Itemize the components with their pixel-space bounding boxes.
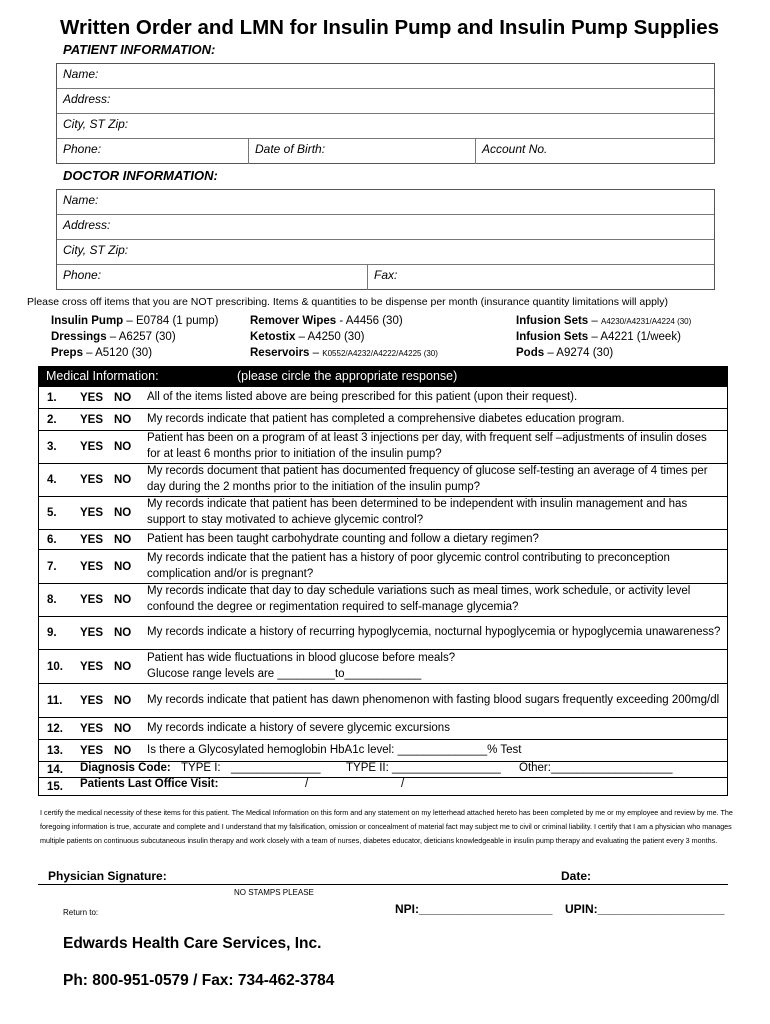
patient-name-row[interactable] (57, 64, 714, 89)
supply-name: Preps (51, 347, 83, 359)
question-text-block (147, 650, 721, 683)
patient-info-box (56, 63, 715, 164)
supply-name: Pods (516, 347, 545, 359)
question-number: 7. (47, 560, 57, 573)
supply-name: Insulin Pump (51, 315, 124, 327)
question-text: My records indicate that the patient has a history of poor glycemic control contributing to preconception complication and/or is pregnant? (147, 551, 670, 580)
supply-code: – (588, 315, 601, 327)
question-row (39, 684, 727, 718)
question-number: 13. (47, 744, 63, 757)
question-text: Is there a Glycosylated hemoglobin HbA1c level: ______________% Test (147, 743, 522, 756)
doctor-info-heading: DOCTOR INFORMATION: (63, 168, 218, 183)
yes-option[interactable]: YES (80, 560, 104, 573)
patient-account-label[interactable]: Account No. (482, 142, 548, 156)
supply-infusion-sets[interactable] (516, 315, 691, 327)
question-number: 9. (47, 627, 57, 639)
question-text: Patient has been taught carbohydrate counting and follow a dietary regimen? (147, 532, 539, 545)
type1-label: TYPE I: (181, 762, 221, 774)
glucose-range-field[interactable]: Glucose range levels are _________to____________ (147, 667, 422, 680)
no-option[interactable]: NO (114, 744, 132, 757)
question-number: 12. (47, 722, 63, 735)
no-option[interactable]: NO (114, 391, 132, 404)
company-name: Edwards Health Care Services, Inc. (63, 935, 322, 952)
question-number: 11. (47, 694, 63, 707)
supply-dressings[interactable] (51, 331, 176, 343)
date-label[interactable]: Date: (561, 869, 592, 883)
yes-option[interactable]: YES (80, 694, 104, 707)
yes-option[interactable]: YES (80, 413, 104, 426)
no-stamps-note: NO STAMPS PLEASE (234, 888, 314, 897)
question-number: 3. (47, 441, 57, 453)
supply-code: – A9274 (30) (544, 347, 614, 359)
no-option[interactable]: NO (114, 507, 132, 519)
question-row (39, 718, 727, 740)
doctor-name-label: Name: (63, 193, 99, 207)
doctor-address-label: Address: (63, 218, 111, 232)
supply-ketostix[interactable] (250, 331, 364, 343)
doctor-info-box (56, 189, 715, 290)
yes-option[interactable]: YES (80, 722, 104, 735)
supply-name: Dressings (51, 331, 107, 343)
patient-phone-label[interactable]: Phone: (63, 142, 102, 156)
company-contact: Ph: 800-951-0579 / Fax: 734-462-3784 (63, 972, 335, 989)
supply-preps[interactable] (51, 347, 152, 359)
question-number: 10. (47, 660, 63, 673)
question-number: 2. (47, 413, 57, 426)
question-number: 4. (47, 474, 57, 486)
yes-option[interactable]: YES (80, 533, 104, 546)
question-text: My records indicate that patient has dawn phenomenon with fasting blood sugars frequently exceeding 200mg/dl (147, 693, 720, 706)
doctor-city-row[interactable] (57, 240, 714, 265)
question-number: 6. (47, 533, 57, 546)
question-text: My records document that patient has documented frequency of glucose self-testing an average of 4 times per day during the 2 months prior to the initiation of the insulin pump? (147, 465, 708, 493)
medical-info-header (38, 366, 728, 387)
supply-name: Reservoirs (250, 347, 310, 359)
yes-option[interactable]: YES (80, 507, 104, 519)
yes-option[interactable]: YES (80, 474, 104, 486)
question-text: My records indicate that day to day schedule variations such as meal times, work schedule, or activity level confound the degree or regimentation required to self-manage glycemia? (147, 585, 691, 613)
supply-codes: A4230/A4231/A4224 (30) (601, 317, 692, 326)
question-number: 8. (47, 594, 57, 606)
type2-field[interactable]: TYPE II: _________________ (346, 762, 501, 774)
no-option[interactable]: NO (114, 474, 132, 486)
supply-code: – A4250 (30) (295, 331, 365, 343)
supply-insulin-pump[interactable] (51, 315, 218, 327)
diagnosis-code-label: Diagnosis Code: (80, 762, 171, 774)
return-to-label: Return to: (63, 908, 99, 917)
certification-statement: I certify the medical necessity of these items for this patient. The Medical Information on this form and any statement on my letterhead attached hereto has been completed by me or my employee and review by me. The foregoing information is true, accurate and complete and I understand that my falsification, omission or concealment of material fact may subject me to civil or criminal liability. I certify that I am a physician who manages multiple patients on continuous subcutaneous insulin therapy and work closely with a team of nurses, diabetes educator, dieticians knowledgeable in insulin pump therapy and evaluating the patient every 3 months. (40, 808, 733, 846)
supply-name: Infusion Sets (516, 331, 589, 343)
yes-option[interactable]: YES (80, 744, 104, 757)
supply-infusion-sets-weekly[interactable] (516, 331, 681, 343)
patient-phone-row (57, 139, 714, 164)
supply-code: – A5120 (30) (82, 347, 153, 359)
row-number: 14. (47, 763, 63, 776)
no-option[interactable]: NO (114, 660, 132, 673)
supply-codes: K0552/A4232/A4222/A4225 (30) (322, 349, 438, 358)
supply-code: – A4221 (1/week) (588, 331, 681, 343)
no-option[interactable]: NO (114, 594, 132, 606)
question-text: My records indicate that patient has been determined to be independent with insulin management and has support to stay motivated to achieve glycemic control? (147, 498, 688, 526)
supply-name: Remover Wipes (250, 315, 337, 327)
patient-address-label: Address: (63, 92, 111, 106)
visit-date-slash[interactable]: / (401, 778, 405, 790)
supply-pods[interactable] (516, 347, 613, 359)
no-option[interactable]: NO (114, 413, 132, 426)
question-row (39, 530, 727, 550)
question-row (39, 409, 727, 431)
question-row (39, 740, 727, 762)
last-office-visit-row (39, 778, 727, 795)
yes-option[interactable]: YES (80, 660, 104, 673)
patient-dob-label[interactable]: Date of Birth: (255, 142, 326, 156)
patient-name-label: Name: (63, 67, 99, 81)
npi-field[interactable]: NPI:____________________ (395, 902, 553, 916)
no-option[interactable]: NO (114, 722, 132, 735)
question-number: 1. (47, 391, 57, 404)
medical-questions-table (38, 387, 728, 796)
supply-code: – E0784 (1 pump) (123, 315, 219, 327)
signature-line (38, 884, 728, 885)
no-option[interactable]: NO (114, 627, 132, 639)
question-number: 5. (47, 507, 57, 519)
question-text: My records indicate a history of recurring hypoglycemia, nocturnal hypoglycemia or hypoglycemia unawareness? (147, 626, 721, 639)
question-row (39, 650, 727, 684)
type1-field[interactable]: ______________ (231, 762, 321, 774)
no-option[interactable]: NO (114, 533, 132, 546)
patient-info-heading: PATIENT INFORMATION: (63, 42, 216, 57)
supply-code: – A6257 (30) (106, 331, 176, 343)
no-option[interactable]: NO (114, 441, 132, 453)
supply-name: Ketostix (250, 331, 296, 343)
doctor-name-row[interactable] (57, 190, 714, 215)
question-text: My records indicate that patient has completed a comprehensive diabetes education program. (147, 412, 625, 425)
question-row (39, 431, 727, 464)
question-row (39, 464, 727, 497)
physician-signature-label[interactable]: Physician Signature: (48, 869, 167, 883)
yes-option[interactable]: YES (80, 441, 104, 453)
question-text: Patient has wide fluctuations in blood glucose before meals? (147, 651, 456, 664)
question-text: My records indicate a history of severe glycemic excursions (147, 721, 450, 734)
doctor-address-row[interactable] (57, 215, 714, 240)
diagnosis-code-row (39, 762, 727, 778)
patient-address-row[interactable] (57, 89, 714, 114)
question-text: Patient has been on a program of at least 3 injections per day, with frequent self –adjustments of insulin doses for at least 6 months prior to initiation of the insulin pump? (147, 432, 707, 460)
supply-code: - A4456 (30) (336, 315, 403, 327)
doctor-phone-label[interactable]: Phone: (63, 268, 102, 282)
supply-name: Infusion Sets (516, 315, 589, 327)
upin-field[interactable]: UPIN:___________________ (565, 902, 725, 916)
yes-option[interactable]: YES (80, 594, 104, 606)
supply-reservoirs[interactable] (250, 347, 438, 359)
doctor-phone-row (57, 265, 714, 290)
yes-option[interactable]: YES (80, 627, 104, 639)
question-row (39, 497, 727, 530)
row-number: 15. (47, 780, 63, 793)
no-option[interactable]: NO (114, 560, 132, 573)
yes-option[interactable]: YES (80, 391, 104, 404)
question-row (39, 584, 727, 617)
supply-remover-wipes[interactable] (250, 315, 403, 327)
question-row (39, 387, 727, 409)
other-field[interactable]: Other:___________________ (519, 762, 673, 774)
doctor-fax-label[interactable]: Fax: (374, 268, 398, 282)
form-title: Written Order and LMN for Insulin Pump and Insulin Pump Supplies (60, 16, 720, 39)
doctor-city-label: City, ST Zip: (63, 243, 129, 257)
medical-info-heading: Medical Information: (46, 369, 159, 383)
prescribing-instructions: Please cross off items that you are NOT prescribing. Items & quantities to be dispense per month (insurance quantity limitations will apply) (27, 296, 668, 308)
medical-info-instruction: (please circle the appropriate response) (237, 369, 458, 383)
last-office-visit-label: Patients Last Office Visit: (80, 778, 219, 790)
patient-city-label: City, ST Zip: (63, 117, 129, 131)
question-text: All of the items listed above are being prescribed for this patient (upon their request). (147, 390, 578, 403)
supply-code: – (309, 347, 323, 359)
no-option[interactable]: NO (114, 694, 132, 707)
patient-city-row[interactable] (57, 114, 714, 139)
question-row (39, 550, 727, 584)
visit-date-slash[interactable]: / (305, 778, 309, 790)
question-row (39, 617, 727, 650)
